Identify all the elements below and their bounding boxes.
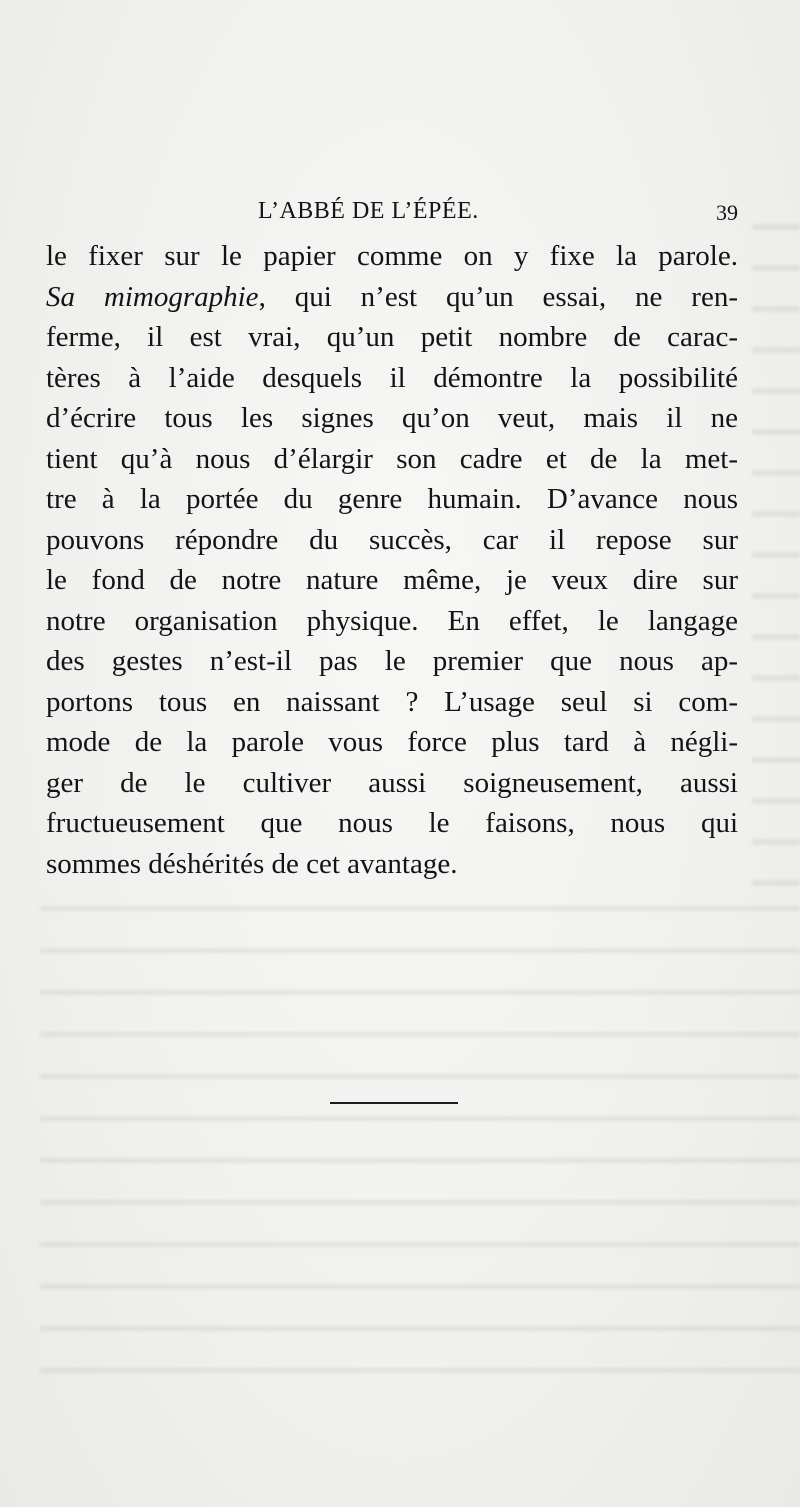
show-through-texture-right [752,200,800,900]
running-head [46,198,738,234]
section-divider-rule [330,1102,458,1104]
text-line: mode de la parole vous force plus tard à négli- [46,726,738,758]
text-line: tient qu’à nous d’élargir son cadre et de la met- [46,442,738,475]
italic-title: Sa mimographie [46,280,259,313]
text-line: notre organisation physique. En effet, le langage [46,604,738,637]
text-line: pouvons répondre du succès, car il repose sur [46,523,738,556]
text-line: portons tous en naissant ? L’usage seul si com- [46,685,738,718]
text-line: fructueusement que nous le faisons, nous qui [46,807,738,839]
text-line: Sa mimographie, qui n’est qu’un essai, ne ren- [46,280,738,313]
text-line: le fond de notre nature même, je veux dire sur [46,564,738,596]
text-line: ferme, il est vrai, qu’un petit nombre de carac- [46,321,738,353]
text-line: d’écrire tous les signes qu’on veut, mais il ne [46,402,738,434]
text-line: tre à la portée du genre humain. D’avance nous [46,483,738,515]
text-line: le fixer sur le papier comme on y fixe la parole. [46,240,738,272]
text-line: ger de le cultiver aussi soigneusement, aussi [46,766,738,799]
text-line: tères à l’aide desquels il démontre la possibilité [46,361,738,394]
show-through-texture [40,880,800,1400]
body-text [46,236,738,884]
running-title: L’ABBÉ DE L’ÉPÉE. [258,198,479,224]
page-number: 39 [716,200,738,225]
text-line: sommes déshérités de cet avantage. [46,847,458,880]
text-line: des gestes n’est-il pas le premier que nous ap- [46,645,738,677]
